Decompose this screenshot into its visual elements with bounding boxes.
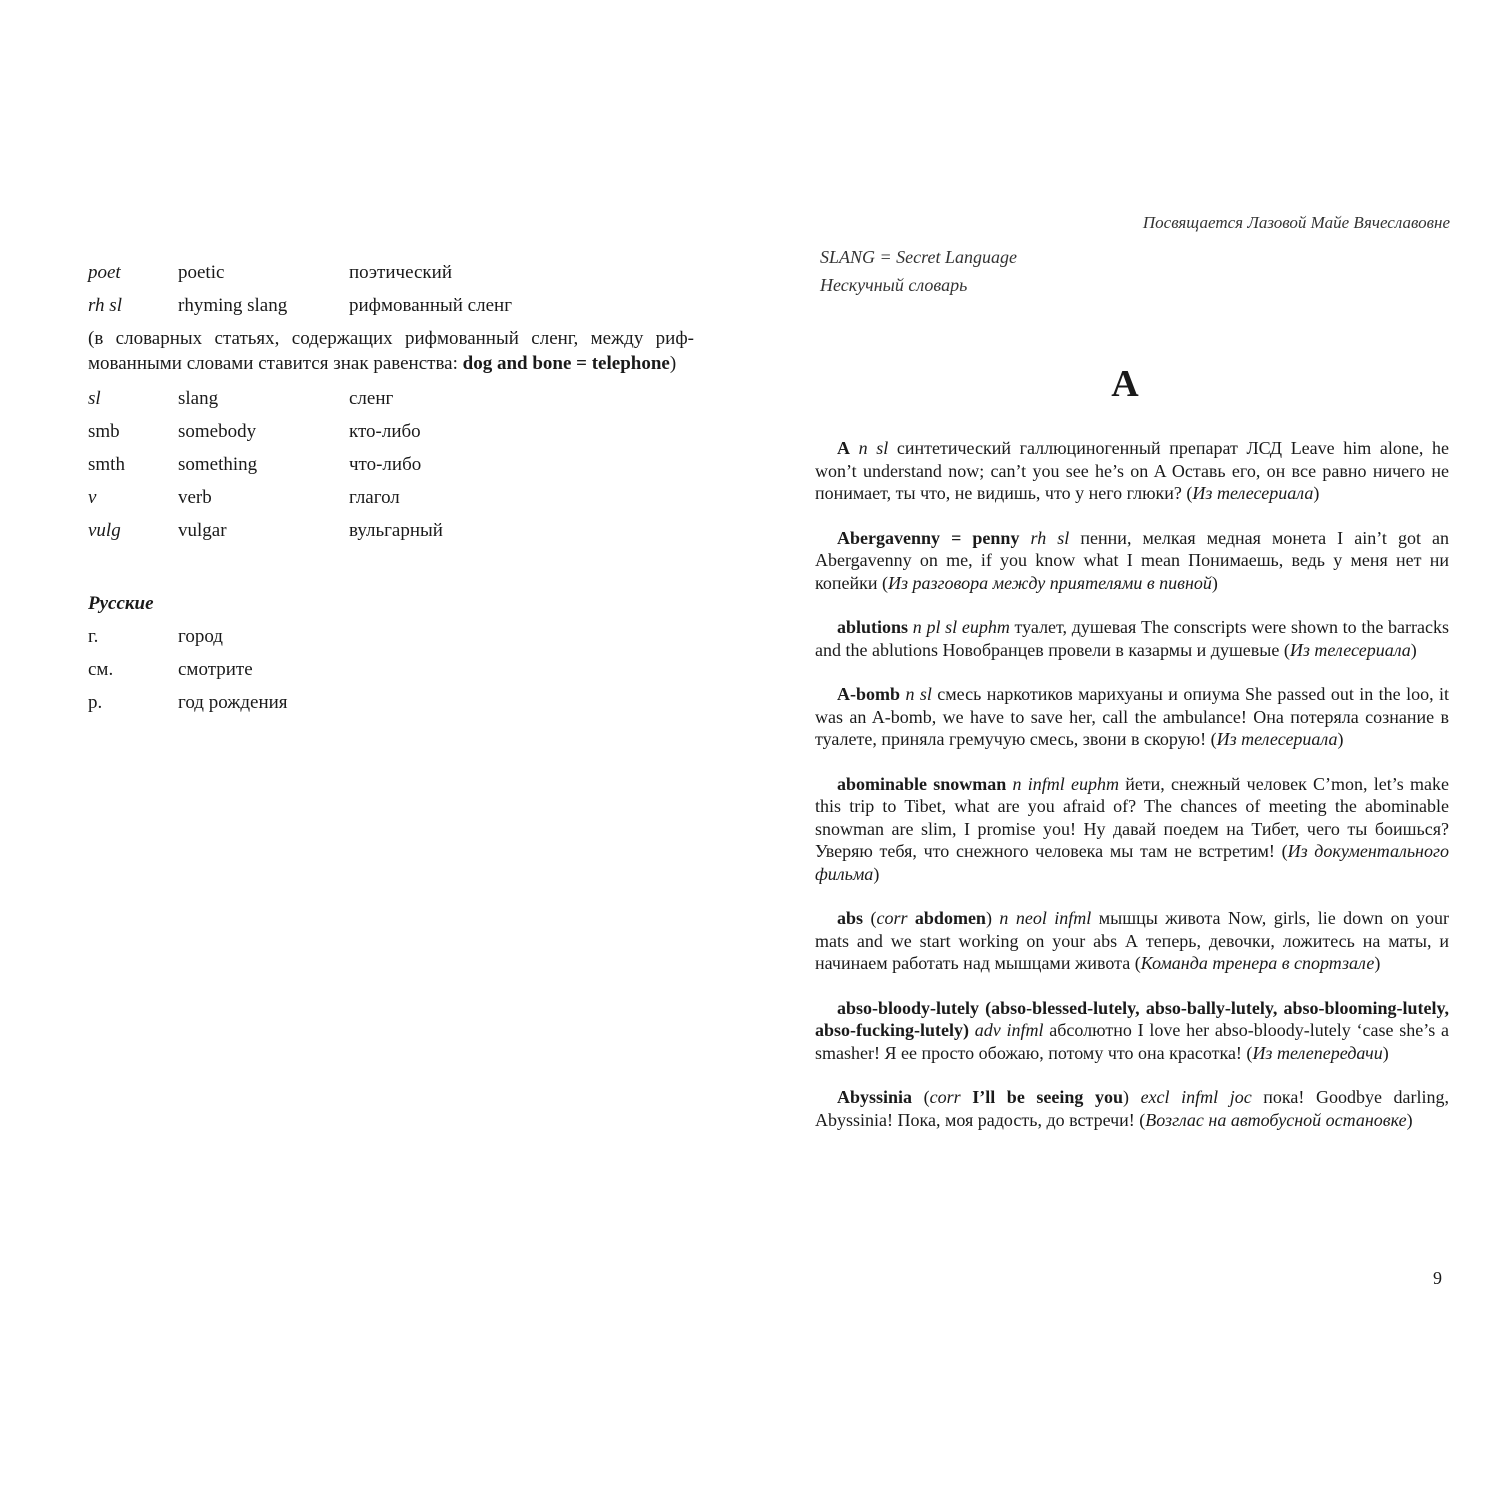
headword: ablutions — [837, 617, 909, 637]
abbr-english: somebody — [178, 420, 257, 442]
paren-close: ) — [1122, 1087, 1141, 1107]
entry-body: туалет, душевая The conscripts were shown to the barracks and the ablutions Новобранцев провели в казармы и душевые ( — [815, 617, 1450, 660]
grammar-label: n sl — [858, 438, 889, 458]
abbr: smb — [88, 420, 120, 442]
abbr-row — [88, 415, 708, 448]
abbr-row — [88, 289, 708, 322]
entry-close: ) — [1382, 1042, 1389, 1063]
abbr-row — [88, 653, 708, 686]
abbr-row — [88, 514, 708, 547]
abbr: г. — [88, 625, 99, 647]
rhyming-slang-note — [88, 322, 694, 382]
headword-variants: (abso-blessed-lutely, abso-bally-lutely, abso-blooming-lutely, abso-fucking-lutely) — [815, 997, 1449, 1040]
dictionary-entry — [815, 1086, 1449, 1131]
abbr-russian: сленг — [349, 387, 394, 409]
abbr: smth — [88, 453, 125, 475]
abbr: см. — [88, 658, 114, 680]
dictionary-entry — [815, 437, 1449, 505]
abbr-english: slang — [178, 387, 219, 409]
abbr-russian: вульгарный — [349, 519, 443, 541]
entry-close: ) — [1211, 572, 1218, 593]
corr-label: corr — [876, 908, 908, 928]
note-text: (в словарных статьях, содержащих рифмованный сленг, между рифмованными словами ставится знак равенства: — [88, 328, 694, 374]
right-page — [750, 0, 1500, 1500]
abbr-row — [88, 382, 708, 415]
entry-body: абсолютно I love her abso-bloody-lutely ‘case she’s a smasher! Я ее просто обожаю, потому что она красотка! ( — [815, 1020, 1449, 1063]
entry-source: Из телесериала — [1192, 483, 1314, 503]
headword: abominable snowman — [837, 773, 1007, 794]
entry-body: мышцы живота Now, girls, lie down on your mats and we start working on your abs А теперь, девочки, ложитесь на маты, и начинаем работать над мышцами живота ( — [815, 908, 1450, 973]
abbr-russian: глагол — [349, 486, 400, 508]
abbr-russian: что-либо — [349, 453, 422, 475]
entry-source: Из документального фильма — [815, 841, 1449, 884]
grammar-label: excl infml joc — [1140, 1087, 1252, 1107]
grammar-label: adv infml — [974, 1020, 1044, 1040]
dedication: Посвящается Лазовой Майе Вячеславовне — [1142, 213, 1450, 232]
grammar-label: n infml euphm — [1012, 773, 1119, 794]
entry-body: пенни, мелкая медная монета I ain’t got an Abergavenny on me, if you know what I mean Понимаешь, ведь у меня нет ни копейки ( — [815, 527, 1450, 593]
abbr: р. — [88, 691, 103, 713]
dictionary-entry — [815, 997, 1449, 1065]
headword: A-bomb — [837, 684, 901, 704]
abbr-meaning: год рождения — [178, 691, 288, 713]
russian-section-title: Русские — [88, 593, 154, 614]
entry-source: Из телепередачи — [1252, 1042, 1383, 1063]
grammar-label: n neol infml — [999, 908, 1092, 928]
entry-close: ) — [1374, 953, 1381, 973]
abbr-english: verb — [178, 486, 212, 508]
abbr-english: something — [178, 453, 258, 475]
entry-close: ) — [1313, 483, 1320, 503]
entry-body: пока! Goodbye darling, Abyssinia! Пока, моя радость, до встречи! ( — [815, 1087, 1450, 1130]
abbr: vulg — [88, 519, 121, 541]
abbr: poet — [88, 261, 121, 283]
paren-open: ( — [863, 908, 877, 928]
grammar-label: n pl sl euphm — [912, 617, 1010, 637]
entry-close: ) — [1406, 1109, 1413, 1130]
abbr-row — [88, 448, 708, 481]
epigraph-line: Нескучный словарь — [820, 275, 968, 295]
dictionary-entry — [815, 773, 1449, 886]
abbr-russian: поэтический — [349, 261, 452, 283]
abbr-english: vulgar — [178, 519, 227, 541]
headword: abso-bloody-lutely — [837, 997, 980, 1018]
entry-close: ) — [1337, 729, 1344, 749]
corr-label: corr — [929, 1087, 961, 1107]
entry-body: смесь наркотиков марихуаны и опиума She passed out in the loo, it was an A-bomb, we have to save her, call the ambulance! Она потеряла сознание в туалете, приняла гремучую смесь, звони в скорую! ( — [815, 684, 1449, 749]
headword: abs — [837, 908, 864, 928]
dictionary-entry — [815, 527, 1449, 595]
abbreviation-table — [88, 256, 708, 719]
entry-body: йети, снежный человек C’mon, let’s make this trip to Tibet, what are you afraid of? The chances of meeting the abominable snowman are slim, I promise you! Ну давай поедем на Тибет, чего ты боишься? Уверяю тебя, что снежного человека мы там не встретим! ( — [815, 773, 1449, 861]
entry-body: синтетический галлюциногенный препарат ЛСД Leave him alone, he won’t understand now; can’t you see he’s on A Оставь его, он все равно ничего не понимает, ты что, не видишь, что у него глюки? ( — [815, 438, 1449, 503]
section-letter: A — [1111, 363, 1139, 405]
dictionary-entry — [815, 907, 1449, 975]
abbr-row — [88, 481, 708, 514]
page-number: 9 — [1433, 1268, 1442, 1288]
entry-source: Команда тренера в спортзале — [1140, 953, 1375, 973]
entry-close: ) — [1410, 639, 1417, 660]
abbr-russian: кто-либо — [349, 420, 421, 442]
dictionary-entries — [815, 419, 1449, 1153]
entry-source: Возглас на автобусной остановке — [1145, 1109, 1407, 1130]
abbr-english: poetic — [178, 261, 225, 283]
epigraph — [820, 243, 1017, 299]
entry-close: ) — [873, 863, 880, 884]
note-example: dog and bone = telephone — [462, 353, 670, 374]
abbr-meaning: смотрите — [178, 658, 253, 680]
grammar-label: rh sl — [1030, 527, 1070, 548]
abbr-row — [88, 256, 708, 289]
abbr-russian: рифмованный сленг — [349, 294, 512, 316]
paren-open: ( — [912, 1087, 930, 1107]
headword: Abyssinia — [837, 1087, 913, 1107]
corr-word: abdomen — [914, 908, 986, 928]
dictionary-entry — [815, 616, 1449, 661]
abbr-row — [88, 686, 708, 719]
epigraph-line: SLANG = Secret Language — [820, 247, 1017, 267]
abbr: rh sl — [88, 294, 122, 316]
headword: Abergavenny = penny — [837, 527, 1020, 548]
headword: A — [837, 438, 850, 458]
note-close: ) — [669, 353, 677, 374]
entry-source: Из телесериала — [1289, 639, 1411, 660]
abbr: sl — [88, 387, 101, 409]
grammar-label: n sl — [905, 684, 932, 704]
abbr-meaning: город — [178, 625, 223, 647]
paren-close: ) — [985, 908, 1000, 928]
entry-source: Из разговора между приятелями в пивной — [887, 572, 1212, 593]
abbr-row — [88, 620, 708, 653]
abbr-english: rhyming slang — [178, 294, 288, 316]
dictionary-entry — [815, 683, 1449, 751]
abbr: v — [88, 486, 97, 508]
entry-source: Из телесериала — [1216, 729, 1338, 749]
corr-word: I’ll be seeing you — [972, 1087, 1123, 1107]
